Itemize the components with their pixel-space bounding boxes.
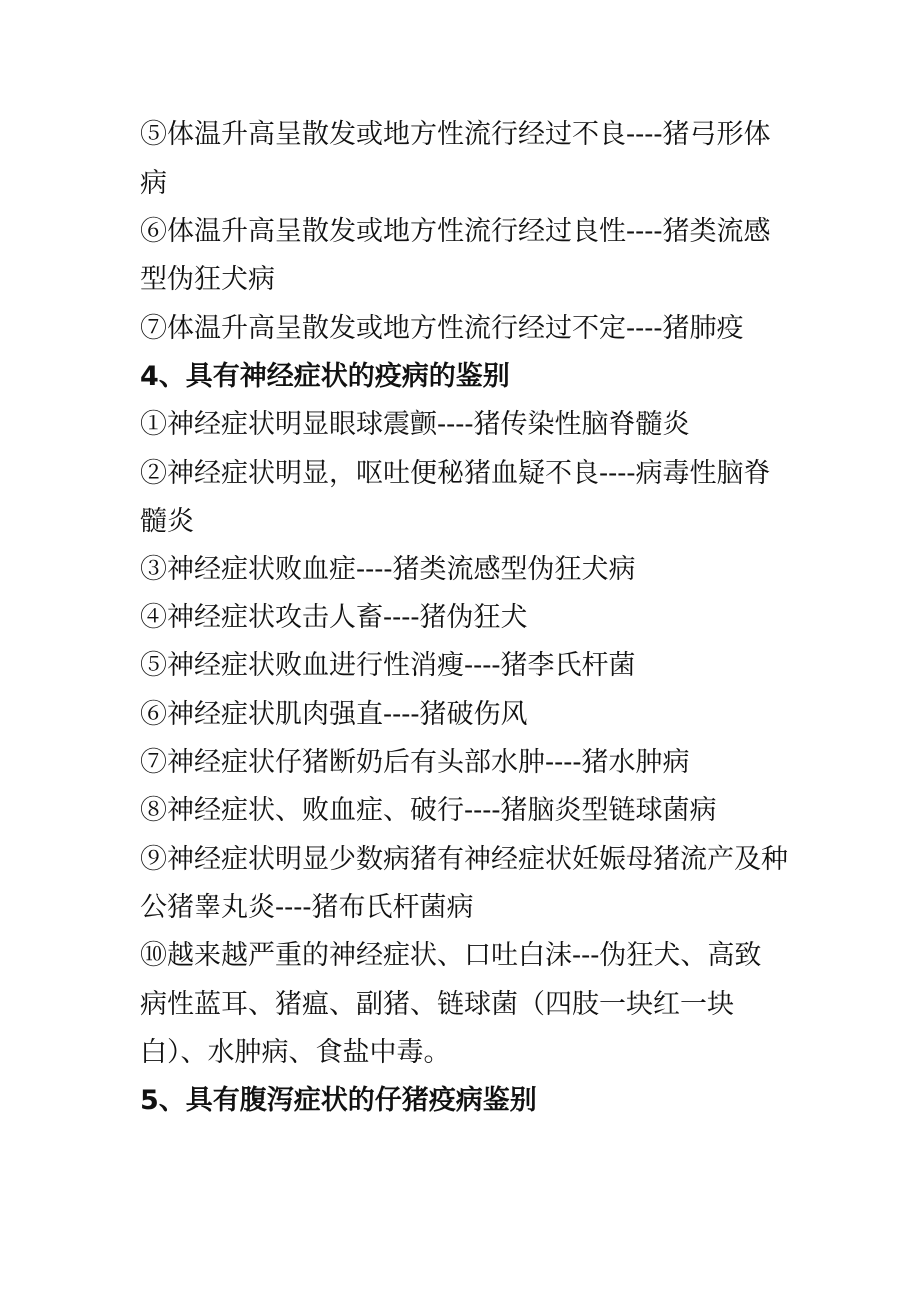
list-item-10-continued-1: 病性蓝耳、猪瘟、副猪、链球菌（四肢一块红一块 xyxy=(140,989,734,1020)
list-item-6-continued: 型伪狂犬病 xyxy=(140,264,275,295)
list-item-2-viral-encephalomyelitis: ②神经症状明显，呕吐便秘猪血疑不良----病毒性脑脊 xyxy=(140,458,771,489)
list-item-10-severe-neurological: ⑩越来越严重的神经症状、口吐白沫---伪狂犬、高致 xyxy=(140,940,762,971)
list-item-5-toxoplasmosis: ⑤体温升高呈散发或地方性流行经过不良----猪弓形体 xyxy=(140,119,771,150)
list-item-4-pseudorabies: ④神经症状攻击人畜----猪伪狂犬 xyxy=(140,602,528,633)
list-item-6-tetanus: ⑥神经症状肌肉强直----猪破伤风 xyxy=(140,699,528,730)
list-item-7-edema-disease: ⑦神经症状仔猪断奶后有头部水肿----猪水肿病 xyxy=(140,747,690,778)
section-heading-5: 5、具有腹泻症状的仔猪疫病鉴别 xyxy=(140,1085,537,1116)
list-item-9-continued: 公猪睾丸炎----猪布氏杆菌病 xyxy=(140,892,474,923)
list-item-9-brucellosis: ⑨神经症状明显少数病猪有神经症状妊娠母猪流产及种 xyxy=(140,844,788,875)
list-item-2-continued: 髓炎 xyxy=(140,506,194,537)
list-item-8-streptococcal-encephalitis: ⑧神经症状、败血症、破行----猪脑炎型链球菌病 xyxy=(140,795,717,826)
list-item-5-listeriosis: ⑤神经症状败血进行性消瘦----猪李氏杆菌 xyxy=(140,650,636,681)
list-item-6-pseudorabies-flu: ⑥体温升高呈散发或地方性流行经过良性----猪类流感 xyxy=(140,216,771,247)
list-item-1-encephalomyelitis: ①神经症状明显眼球震颤----猪传染性脑脊髓炎 xyxy=(140,409,690,440)
list-item-3-flu-pseudorabies: ③神经症状败血症----猪类流感型伪狂犬病 xyxy=(140,554,636,585)
section-heading-4: 4、具有神经症状的疫病的鉴别 xyxy=(140,361,510,392)
list-item-5-continued: 病 xyxy=(140,168,167,199)
list-item-10-continued-2: 白）、水肿病、食盐中毒。 xyxy=(140,1037,451,1068)
list-item-7-swine-pasteurellosis: ⑦体温升高呈散发或地方性流行经过不定----猪肺疫 xyxy=(140,313,744,344)
